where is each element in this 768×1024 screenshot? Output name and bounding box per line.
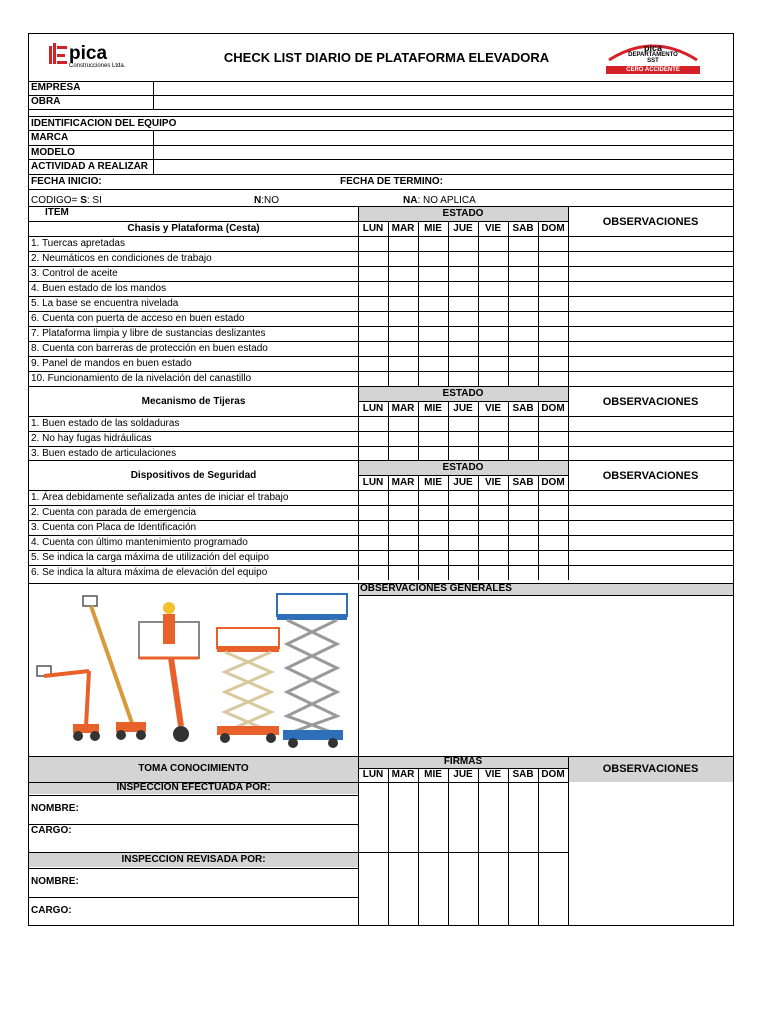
firma-cell-revisada-dom[interactable] <box>539 853 568 926</box>
empresa-label: EMPRESA <box>31 82 81 93</box>
check-cell-dom[interactable] <box>539 432 568 446</box>
check-item-label: 2. Neumáticos en condiciones de trabajo <box>31 253 212 264</box>
check-cell-mie[interactable] <box>419 372 448 386</box>
check-cell-jue[interactable] <box>449 506 478 520</box>
check-cell-mie[interactable] <box>419 521 448 535</box>
check-cell-vie[interactable] <box>479 491 508 505</box>
check-cell-lun[interactable] <box>359 447 388 461</box>
sst-department-logo <box>603 38 703 76</box>
check-cell-sab[interactable] <box>509 357 538 371</box>
check-cell-mar[interactable] <box>389 447 418 461</box>
identificacion-label: IDENTIFICACION DEL EQUIPO <box>31 118 177 129</box>
firma-cell-revisada-mar[interactable] <box>389 853 418 926</box>
nombre-revisada-field[interactable] <box>79 869 357 897</box>
check-cell-mie[interactable] <box>419 417 448 431</box>
check-cell-jue[interactable] <box>449 417 478 431</box>
check-cell-dom[interactable] <box>539 417 568 431</box>
observation-cell[interactable] <box>569 536 733 550</box>
check-cell-sab[interactable] <box>509 432 538 446</box>
section-title: Dispositivos de Seguridad <box>130 470 257 481</box>
observation-cell[interactable] <box>569 551 733 565</box>
check-cell-vie[interactable] <box>479 521 508 535</box>
check-cell-lun[interactable] <box>359 372 388 386</box>
check-cell-vie[interactable] <box>479 267 508 281</box>
observation-cell[interactable] <box>569 282 733 296</box>
firma-day-sab: SAB <box>512 769 534 780</box>
check-cell-dom[interactable] <box>539 357 568 371</box>
firma-cell-revisada-lun[interactable] <box>359 853 388 926</box>
observation-cell[interactable] <box>569 237 733 251</box>
check-cell-dom[interactable] <box>539 252 568 266</box>
fecha-termino-label: FECHA DE TERMINO: <box>340 176 443 187</box>
check-cell-lun[interactable] <box>359 551 388 565</box>
check-cell-mar[interactable] <box>389 432 418 446</box>
check-cell-sab[interactable] <box>509 282 538 296</box>
firma-cell-efectuada-jue[interactable] <box>449 783 478 852</box>
check-cell-dom[interactable] <box>539 521 568 535</box>
firma-cell-revisada-jue[interactable] <box>449 853 478 926</box>
check-item-label: 9. Panel de mandos en buen estado <box>31 358 192 369</box>
estado-header: ESTADO <box>442 208 484 219</box>
check-cell-dom[interactable] <box>539 312 568 326</box>
check-cell-dom[interactable] <box>539 447 568 461</box>
check-cell-sab[interactable] <box>509 327 538 341</box>
day-header-vie: VIE <box>484 403 502 414</box>
firma-day-mar: MAR <box>391 769 415 780</box>
check-item-label: 6. Cuenta con puerta de acceso en buen estado <box>31 313 245 324</box>
observaciones-header: OBSERVACIONES <box>602 396 699 408</box>
obra-field[interactable] <box>154 96 733 109</box>
check-cell-jue[interactable] <box>449 536 478 550</box>
check-cell-lun[interactable] <box>359 297 388 311</box>
observation-cell[interactable] <box>569 252 733 266</box>
platform-machines-illustration <box>31 586 356 754</box>
check-cell-mar[interactable] <box>389 491 418 505</box>
observation-cell[interactable] <box>569 491 733 505</box>
check-item-label: 3. Cuenta con Placa de Identificación <box>31 522 197 533</box>
check-cell-mie[interactable] <box>419 551 448 565</box>
check-cell-lun[interactable] <box>359 417 388 431</box>
identificacion-field[interactable] <box>219 117 733 130</box>
check-cell-mar[interactable] <box>389 312 418 326</box>
company-logo-name: pica <box>69 43 108 64</box>
observation-cell[interactable] <box>569 432 733 446</box>
codigo-na-value: : NO APLICA <box>417 195 476 206</box>
check-cell-dom[interactable] <box>539 342 568 356</box>
sst-logo-line1: DEPARTAMENTO <box>628 52 678 58</box>
check-cell-jue[interactable] <box>449 357 478 371</box>
check-cell-vie[interactable] <box>479 432 508 446</box>
check-cell-sab[interactable] <box>509 237 538 251</box>
day-header-mar: MAR <box>391 477 415 488</box>
check-item-label: 4. Cuenta con último mantenimiento programado <box>31 537 248 548</box>
check-cell-mie[interactable] <box>419 506 448 520</box>
firma-cell-revisada-mie[interactable] <box>419 853 448 926</box>
cargo-efectuada-label: CARGO: <box>31 825 72 836</box>
check-cell-lun[interactable] <box>359 252 388 266</box>
toma-conocimiento-label: TOMA CONOCIMIENTO <box>138 763 249 774</box>
check-cell-lun[interactable] <box>359 491 388 505</box>
check-cell-lun[interactable] <box>359 237 388 251</box>
day-header-vie: VIE <box>484 223 502 234</box>
check-cell-jue[interactable] <box>449 447 478 461</box>
check-cell-lun[interactable] <box>359 342 388 356</box>
check-cell-sab[interactable] <box>509 521 538 535</box>
codigo-na-key: NA <box>403 195 418 206</box>
check-item-label: 5. Se indica la carga máxima de utilización del equipo <box>31 552 269 563</box>
check-cell-dom[interactable] <box>539 237 568 251</box>
check-cell-vie[interactable] <box>479 536 508 550</box>
observation-cell[interactable] <box>569 521 733 535</box>
check-cell-vie[interactable] <box>479 297 508 311</box>
firma-cell-efectuada-mie[interactable] <box>419 783 448 852</box>
check-cell-dom[interactable] <box>539 551 568 565</box>
check-cell-sab[interactable] <box>509 506 538 520</box>
firma-day-vie: VIE <box>484 769 502 780</box>
codigo-n-key: N <box>254 195 262 206</box>
check-cell-sab[interactable] <box>509 297 538 311</box>
check-item-label: 2. No hay fugas hidráulicas <box>31 433 152 444</box>
firmas-label: FIRMAS <box>443 756 483 767</box>
check-cell-mar[interactable] <box>389 521 418 535</box>
day-header-mie: MIE <box>424 477 442 488</box>
check-cell-mie[interactable] <box>419 357 448 371</box>
check-cell-lun[interactable] <box>359 267 388 281</box>
check-cell-jue[interactable] <box>449 491 478 505</box>
marca-field[interactable] <box>154 131 733 145</box>
page-title: CHECK LIST DIARIO DE PLATAFORMA ELEVADORA <box>223 50 550 65</box>
day-header-jue: JUE <box>453 477 473 488</box>
observation-cell[interactable] <box>569 506 733 520</box>
day-header-lun: LUN <box>362 223 384 234</box>
obra-label: OBRA <box>31 96 61 107</box>
check-cell-dom[interactable] <box>539 491 568 505</box>
day-header-lun: LUN <box>362 477 384 488</box>
sst-logo-line2: SST <box>647 58 659 64</box>
check-cell-sab[interactable] <box>509 491 538 505</box>
observation-cell[interactable] <box>569 417 733 431</box>
check-cell-jue[interactable] <box>449 297 478 311</box>
check-cell-jue[interactable] <box>449 312 478 326</box>
check-cell-mar[interactable] <box>389 357 418 371</box>
check-cell-mie[interactable] <box>419 342 448 356</box>
actividad-field[interactable] <box>154 160 733 174</box>
item-header: ITEM <box>45 207 69 218</box>
firma-cell-efectuada-lun[interactable] <box>359 783 388 852</box>
check-cell-vie[interactable] <box>479 282 508 296</box>
day-header-jue: JUE <box>453 403 473 414</box>
check-cell-dom[interactable] <box>539 372 568 386</box>
check-cell-mie[interactable] <box>419 297 448 311</box>
day-header-mie: MIE <box>424 403 442 414</box>
section-title: Mecanismo de Tijeras <box>141 396 246 407</box>
check-cell-jue[interactable] <box>449 372 478 386</box>
observation-cell[interactable] <box>569 357 733 371</box>
day-header-mar: MAR <box>391 403 415 414</box>
firma-day-lun: LUN <box>362 769 384 780</box>
fecha-inicio-field[interactable] <box>109 175 334 189</box>
day-header-jue: JUE <box>453 223 473 234</box>
check-cell-vie[interactable] <box>479 237 508 251</box>
check-cell-sab[interactable] <box>509 312 538 326</box>
check-cell-mie[interactable] <box>419 312 448 326</box>
observation-cell[interactable] <box>569 447 733 461</box>
check-cell-mar[interactable] <box>389 536 418 550</box>
check-cell-vie[interactable] <box>479 327 508 341</box>
check-cell-sab[interactable] <box>509 252 538 266</box>
modelo-label: MODELO <box>31 147 75 158</box>
check-item-label: 8. Cuenta con barreras de protección en buen estado <box>31 343 268 354</box>
check-item-label: 1. Área debidamente señalizada antes de iniciar el trabajo <box>31 492 289 503</box>
codigo-s-key: S <box>80 195 87 206</box>
day-header-mar: MAR <box>391 223 415 234</box>
firma-cell-revisada-vie[interactable] <box>479 853 508 926</box>
nombre-efectuada-label: NOMBRE: <box>31 803 79 814</box>
nombre-efectuada-field[interactable] <box>79 796 357 824</box>
check-cell-mar[interactable] <box>389 327 418 341</box>
cargo-revisada-field[interactable] <box>79 898 357 926</box>
cargo-efectuada-field[interactable] <box>79 825 357 852</box>
observaciones-header: OBSERVACIONES <box>602 216 699 228</box>
observation-cell[interactable] <box>569 267 733 281</box>
check-cell-mie[interactable] <box>419 267 448 281</box>
firma-day-mie: MIE <box>424 769 442 780</box>
check-item-label: 3. Control de aceite <box>31 268 118 279</box>
day-header-vie: VIE <box>484 477 502 488</box>
check-cell-lun[interactable] <box>359 327 388 341</box>
check-cell-vie[interactable] <box>479 342 508 356</box>
check-cell-sab[interactable] <box>509 267 538 281</box>
section-title: Chasis y Plataforma (Cesta) <box>127 223 260 234</box>
check-item-label: 1. Tuercas apretadas <box>31 238 125 249</box>
check-cell-mar[interactable] <box>389 342 418 356</box>
check-cell-dom[interactable] <box>539 297 568 311</box>
check-cell-mar[interactable] <box>389 566 418 580</box>
check-cell-sab[interactable] <box>509 536 538 550</box>
check-cell-jue[interactable] <box>449 252 478 266</box>
firma-cell-efectuada-sab[interactable] <box>509 783 538 852</box>
check-item-label: 1. Buen estado de las soldaduras <box>31 418 180 429</box>
firma-cell-efectuada-mar[interactable] <box>389 783 418 852</box>
day-header-sab: SAB <box>512 477 534 488</box>
check-cell-mie[interactable] <box>419 252 448 266</box>
day-header-dom: DOM <box>541 403 565 414</box>
fecha-inicio-label: FECHA INICIO: <box>31 176 102 187</box>
codigo-n-value: :NO <box>261 195 280 206</box>
check-cell-lun[interactable] <box>359 312 388 326</box>
observation-cell[interactable] <box>569 312 733 326</box>
check-cell-jue[interactable] <box>449 432 478 446</box>
check-cell-sab[interactable] <box>509 342 538 356</box>
firma-cell-efectuada-vie[interactable] <box>479 783 508 852</box>
check-cell-dom[interactable] <box>539 566 568 580</box>
check-item-label: 6. Se indica la altura máxima de elevación del equipo <box>31 567 268 578</box>
check-cell-lun[interactable] <box>359 521 388 535</box>
check-cell-mar[interactable] <box>389 506 418 520</box>
check-cell-dom[interactable] <box>539 506 568 520</box>
check-item-label: 4. Buen estado de los mandos <box>31 283 167 294</box>
sst-logo-line3: CERO ACCIDENTE <box>626 67 680 73</box>
check-cell-jue[interactable] <box>449 566 478 580</box>
observation-cell[interactable] <box>569 372 733 386</box>
check-cell-mar[interactable] <box>389 267 418 281</box>
observaciones-generales-field[interactable] <box>359 596 733 756</box>
firma-day-dom: DOM <box>541 769 565 780</box>
check-cell-mie[interactable] <box>419 536 448 550</box>
check-cell-vie[interactable] <box>479 447 508 461</box>
check-cell-lun[interactable] <box>359 566 388 580</box>
observaciones-header: OBSERVACIONES <box>602 470 699 482</box>
cargo-revisada-label: CARGO: <box>31 905 72 916</box>
nombre-revisada-label: NOMBRE: <box>31 876 79 887</box>
check-cell-lun[interactable] <box>359 282 388 296</box>
observation-cell[interactable] <box>569 297 733 311</box>
estado-header: ESTADO <box>442 388 484 399</box>
check-cell-mie[interactable] <box>419 237 448 251</box>
modelo-field[interactable] <box>154 146 733 159</box>
check-cell-mar[interactable] <box>389 237 418 251</box>
check-item-label: 7. Plataforma limpia y libre de sustancias deslizantes <box>31 328 266 339</box>
inspeccion-revisada-label: INSPECCION REVISADA POR: <box>121 854 266 865</box>
firma-day-jue: JUE <box>453 769 473 780</box>
check-item-label: 5. La base se encuentra nivelada <box>31 298 179 309</box>
check-cell-mie[interactable] <box>419 432 448 446</box>
empresa-field[interactable] <box>154 82 733 95</box>
firma-cell-efectuada-dom[interactable] <box>539 783 568 852</box>
check-cell-jue[interactable] <box>449 327 478 341</box>
check-cell-jue[interactable] <box>449 551 478 565</box>
check-cell-vie[interactable] <box>479 417 508 431</box>
check-cell-mar[interactable] <box>389 252 418 266</box>
codigo-s-value: : SI <box>86 195 102 206</box>
check-cell-sab[interactable] <box>509 372 538 386</box>
check-item-label: 2. Cuenta con parada de emergencia <box>31 507 197 518</box>
check-cell-mar[interactable] <box>389 282 418 296</box>
check-cell-lun[interactable] <box>359 536 388 550</box>
company-logo-sub: Construcciones Ltda. <box>69 63 126 69</box>
check-cell-vie[interactable] <box>479 357 508 371</box>
observation-cell[interactable] <box>569 566 733 580</box>
check-cell-dom[interactable] <box>539 282 568 296</box>
day-header-sab: SAB <box>512 223 534 234</box>
observation-cell[interactable] <box>569 342 733 356</box>
check-cell-jue[interactable] <box>449 282 478 296</box>
marca-label: MARCA <box>31 132 69 143</box>
check-item-label: 10. Funcionamiento de la nivelación del canastillo <box>31 373 252 384</box>
checklist-sheet <box>28 33 734 926</box>
check-cell-sab[interactable] <box>509 447 538 461</box>
check-cell-sab[interactable] <box>509 417 538 431</box>
check-cell-lun[interactable] <box>359 506 388 520</box>
day-header-dom: DOM <box>541 477 565 488</box>
actividad-label: ACTIVIDAD A REALIZAR <box>31 161 149 172</box>
company-logo <box>47 40 147 72</box>
firmas-observaciones-field[interactable] <box>569 783 733 926</box>
check-item-label: 3. Buen estado de articulaciones <box>31 448 177 459</box>
sst-logo-name: pica <box>643 43 662 53</box>
check-cell-mie[interactable] <box>419 447 448 461</box>
day-header-mie: MIE <box>424 223 442 234</box>
check-cell-dom[interactable] <box>539 327 568 341</box>
day-header-lun: LUN <box>362 403 384 414</box>
check-cell-vie[interactable] <box>479 551 508 565</box>
check-cell-dom[interactable] <box>539 536 568 550</box>
day-header-dom: DOM <box>541 223 565 234</box>
check-cell-jue[interactable] <box>449 342 478 356</box>
check-cell-dom[interactable] <box>539 267 568 281</box>
observation-cell[interactable] <box>569 327 733 341</box>
check-cell-vie[interactable] <box>479 372 508 386</box>
check-cell-vie[interactable] <box>479 312 508 326</box>
firma-cell-revisada-sab[interactable] <box>509 853 538 926</box>
check-cell-sab[interactable] <box>509 566 538 580</box>
check-cell-jue[interactable] <box>449 521 478 535</box>
observaciones-generales-label: OBSERVACIONES GENERALES <box>360 583 512 594</box>
check-cell-sab[interactable] <box>509 551 538 565</box>
day-header-sab: SAB <box>512 403 534 414</box>
check-cell-jue[interactable] <box>449 267 478 281</box>
firmas-observaciones-label: OBSERVACIONES <box>602 763 699 775</box>
check-cell-vie[interactable] <box>479 506 508 520</box>
check-cell-vie[interactable] <box>479 566 508 580</box>
inspeccion-efectuada-label: INSPECCION EFECTUADA POR: <box>116 782 271 793</box>
check-cell-mar[interactable] <box>389 551 418 565</box>
estado-header: ESTADO <box>442 462 484 473</box>
check-cell-lun[interactable] <box>359 432 388 446</box>
check-cell-mar[interactable] <box>389 297 418 311</box>
check-cell-lun[interactable] <box>359 357 388 371</box>
check-cell-jue[interactable] <box>449 237 478 251</box>
codigo-prefix: CODIGO= <box>31 195 81 206</box>
check-cell-mar[interactable] <box>389 417 418 431</box>
check-cell-mar[interactable] <box>389 372 418 386</box>
fecha-termino-field[interactable] <box>449 175 733 189</box>
check-cell-mie[interactable] <box>419 491 448 505</box>
check-cell-mie[interactable] <box>419 327 448 341</box>
check-cell-mie[interactable] <box>419 566 448 580</box>
check-cell-mie[interactable] <box>419 282 448 296</box>
check-cell-vie[interactable] <box>479 252 508 266</box>
